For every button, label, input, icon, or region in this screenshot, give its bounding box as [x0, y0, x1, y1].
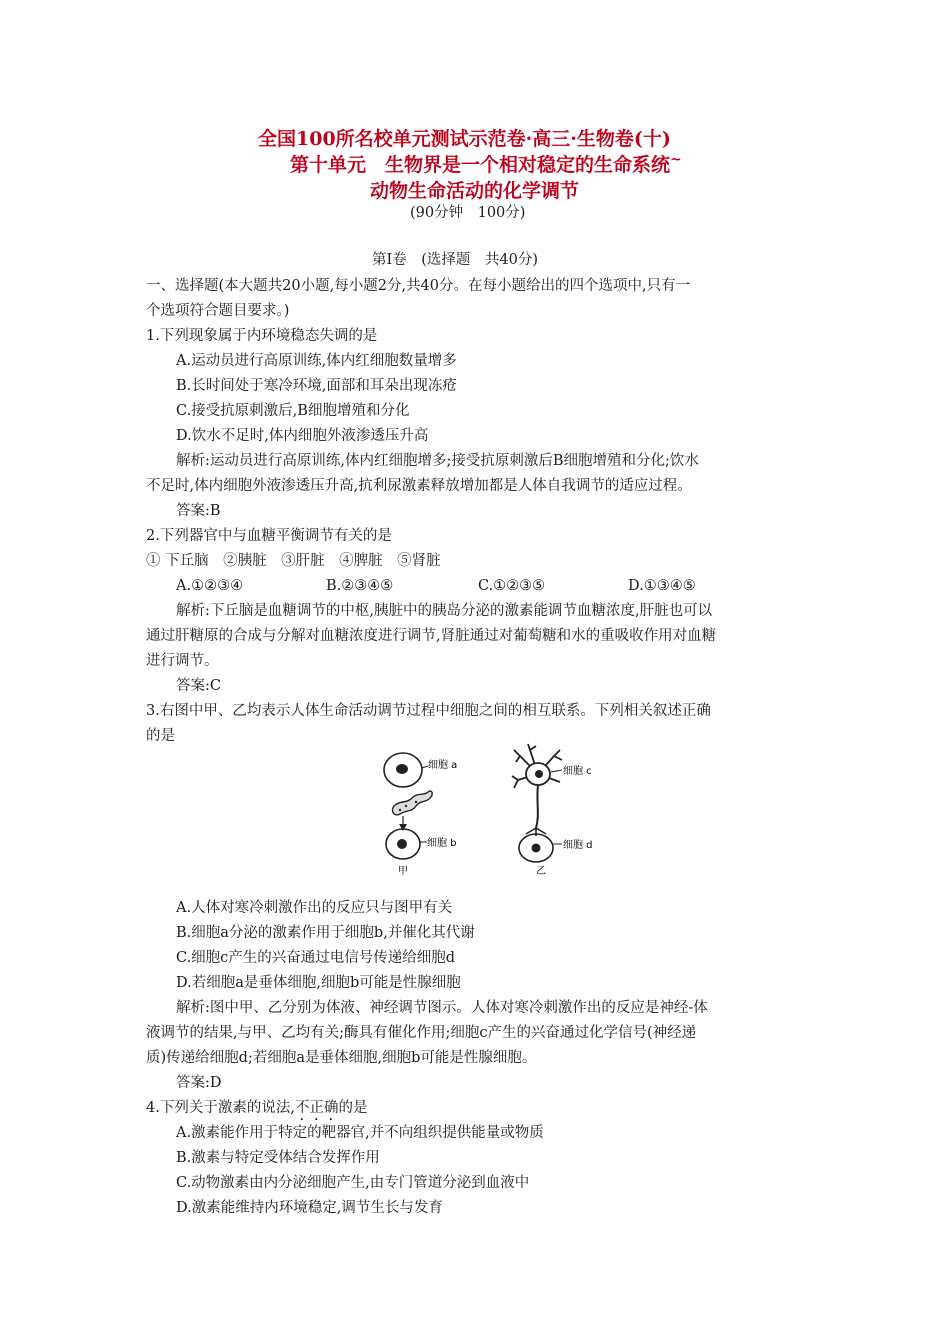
cell-a-label: 细胞 a — [428, 760, 458, 771]
figure-label-jia: 甲 — [398, 866, 408, 877]
q4-stem-prefix: 4.下列关于激素的说法, — [146, 1100, 295, 1116]
q1-stem: 1.下列现象属于内环境稳态失调的是 — [146, 328, 378, 344]
cell-c-label: 细胞 c — [563, 766, 592, 777]
cell-d-icon — [519, 834, 553, 862]
instructions-line-1: 一、选择题(本大题共20小题,每小题2分,共40分。在每小题给出的四个选项中,只有一 — [146, 278, 691, 294]
q2-option-c: C.①②③⑤ — [478, 578, 546, 594]
unit-title-text: 第十单元 生物界是一个相对稳定的生命系统 — [290, 154, 671, 176]
q4-stem-emphasis: 不正确 — [294, 1100, 339, 1116]
q2-analysis-line-2: 通过肝糖原的合成与分解对血糖浓度进行调节,肾脏通过对葡萄糖和水的重吸收作用对血糖 — [146, 628, 717, 644]
instructions-line-2: 个选项符合题目要求。) — [146, 303, 290, 319]
q4-option-b: B.激素与特定受体结合发挥作用 — [176, 1150, 380, 1166]
q2-option-a: A.①②③④ — [176, 578, 244, 594]
q1-option-a: A.运动员进行高原训练,体内红细胞数量增多 — [176, 353, 457, 369]
figure-label-yi: 乙 — [536, 866, 546, 877]
q3-analysis-line-3: 质)传递给细胞d;若细胞a是垂体细胞,细胞b可能是性腺细胞。 — [146, 1050, 537, 1066]
q1-option-d: D.饮水不足时,体内细胞外液渗透压升高 — [176, 428, 429, 444]
q1-analysis-line-2: 不足时,体内细胞外液渗透压升高,抗利尿激素释放增加都是人体自我调节的适应过程。 — [146, 478, 692, 494]
q2-items: ① 下丘脑 ②胰脏 ③肝脏 ④脾脏 ⑤肾脏 — [146, 553, 441, 569]
q1-option-b: B.长时间处于寒冷环境,面部和耳朵出现冻疮 — [176, 378, 457, 394]
q3-stem-line-1: 3.右图中甲、乙均表示人体生命活动调节过程中细胞之间的相互联系。下列相关叙述正确 — [146, 703, 711, 719]
q2-option-d: D.①③④⑤ — [628, 578, 696, 594]
cell-b-icon — [386, 829, 420, 859]
q1-analysis-line-1: 解析:运动员进行高原训练,体内红细胞增多;接受抗原刺激后B细胞增殖和分化;饮水 — [176, 453, 699, 469]
q3-stem-line-2: 的是 — [146, 728, 175, 744]
q3-analysis-line-1: 解析:图中甲、乙分别为体液、神经调节图示。人体对寒冷刺激作出的反应是神经-体 — [176, 1000, 708, 1016]
section-heading: 第Ⅰ卷 (选择题 共40分) — [372, 252, 538, 268]
q3-figure — [370, 742, 620, 882]
q4-option-d: D.激素能维持内环境稳定,调节生长与发育 — [176, 1200, 443, 1216]
q2-stem: 2.下列器官中与血糖平衡调节有关的是 — [146, 528, 392, 544]
q4-stem-suffix: 的是 — [338, 1100, 368, 1116]
q2-analysis-line-1: 解析:下丘脑是血糖调节的中枢,胰脏中的胰岛分泌的激素能调节血糖浓度,肝脏也可以 — [176, 603, 713, 619]
time-score: (90分钟 100分) — [410, 205, 526, 221]
q1-option-c: C.接受抗原刺激后,B细胞增殖和分化 — [176, 403, 410, 419]
q3-answer: 答案:D — [176, 1075, 222, 1091]
q3-option-c: C.细胞c产生的兴奋通过电信号传递给细胞d — [176, 950, 456, 966]
q2-analysis-line-3: 进行调节。 — [146, 653, 219, 669]
hormone-icon — [393, 791, 433, 815]
cell-d-label: 细胞 d — [563, 840, 593, 851]
q3-option-a: A.人体对寒冷刺激作出的反应只与图甲有关 — [176, 900, 453, 916]
q2-option-b: B.②③④⑤ — [326, 578, 394, 594]
cell-a-icon — [384, 753, 422, 787]
q4-option-c: C.动物激素由内分泌细胞产生,由专门管道分泌到血液中 — [176, 1175, 530, 1191]
exam-title: 全国100所名校单元测试示范卷·高三·生物卷(十) — [258, 128, 671, 150]
q3-option-b: B.细胞a分泌的激素作用于细胞b,并催化其代谢 — [176, 925, 475, 941]
unit-title-mark: ~ — [670, 151, 682, 168]
unit-subtitle: 动物生命活动的化学调节 — [370, 180, 580, 202]
q1-answer: 答案:B — [176, 503, 221, 519]
cell-b-label: 细胞 b — [427, 838, 457, 849]
q4-stem — [146, 1098, 367, 1124]
q4-option-a: A.激素能作用于特定的靶器官,并不向组织提供能量或物质 — [176, 1125, 544, 1141]
q3-analysis-line-2: 液调节的结果,与甲、乙均有关;酶具有催化作用;细胞c产生的兴奋通过化学信号(神经递 — [146, 1025, 697, 1041]
unit-title — [290, 150, 682, 177]
neuron-c-icon — [512, 744, 562, 836]
q2-answer: 答案:C — [176, 678, 221, 694]
q3-option-d: D.若细胞a是垂体细胞,细胞b可能是性腺细胞 — [176, 975, 461, 991]
